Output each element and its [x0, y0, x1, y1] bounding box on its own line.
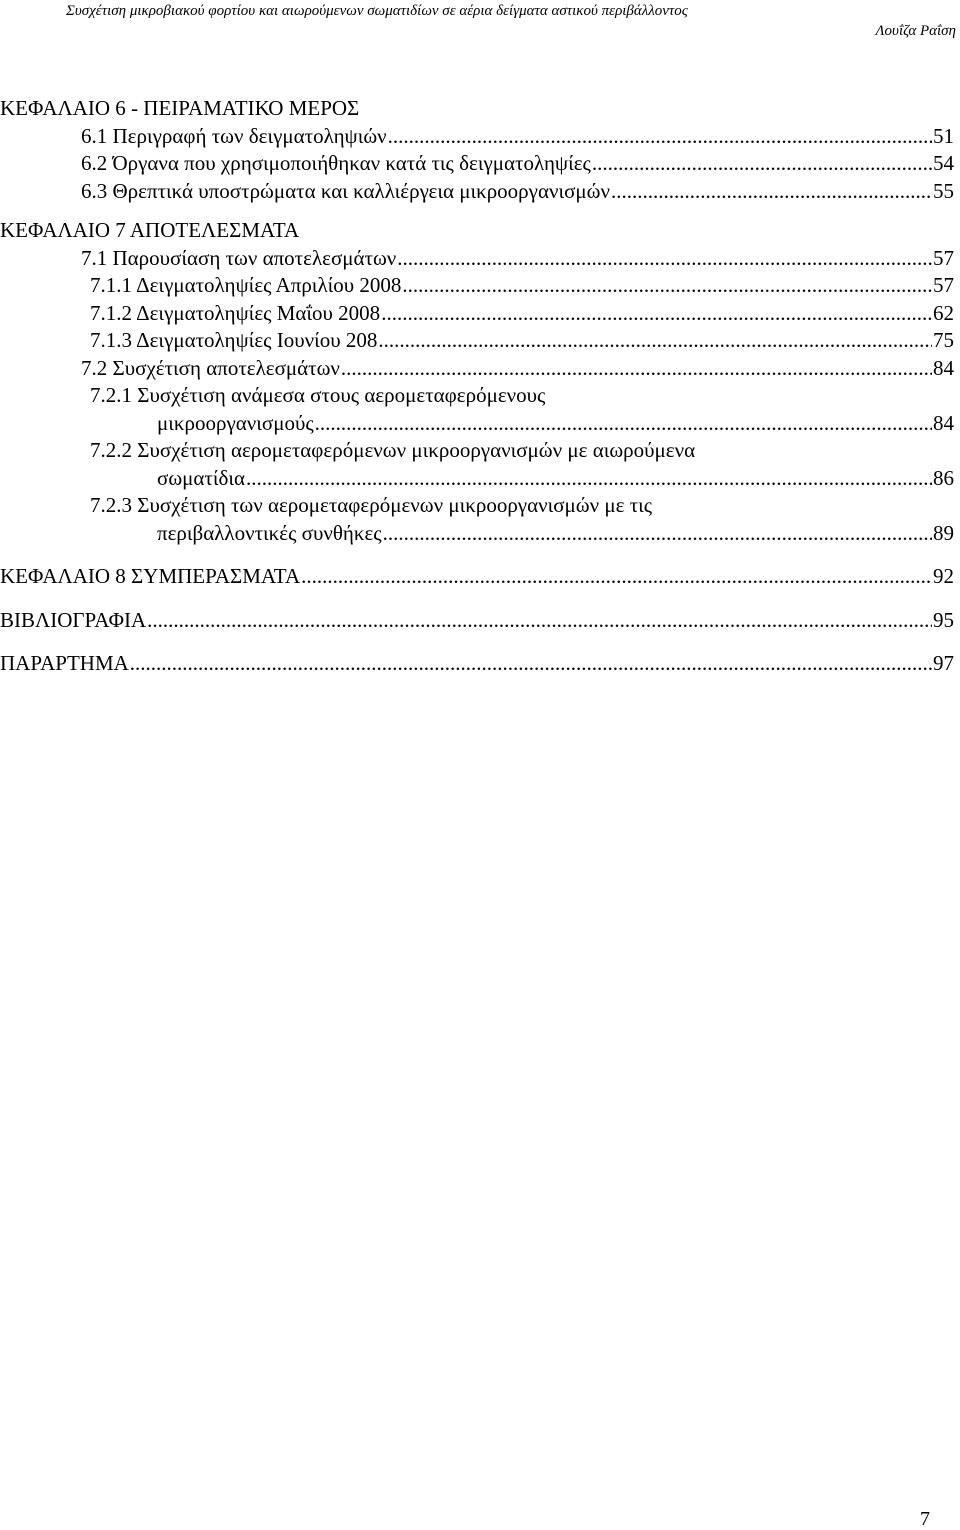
page-number: 7: [920, 1508, 930, 1530]
dot-leader: [592, 150, 932, 178]
dot-leader: [130, 650, 932, 678]
toc-entry-chapter-8[interactable]: [0, 563, 954, 591]
toc-entry-label: 6.1 Περιγραφή των δειγματοληψιών: [81, 123, 387, 148]
toc-entry-7-2-1[interactable]: [0, 410, 954, 438]
toc-entry-label: 7.1.2 Δειγματοληψίες Μαΐου 2008: [90, 300, 381, 325]
toc-entry-7-2-2[interactable]: [0, 465, 954, 493]
toc-entry-7-2[interactable]: [0, 355, 954, 383]
toc-entry-6-2[interactable]: [0, 150, 954, 178]
dot-leader: [315, 410, 932, 438]
dot-leader: [381, 300, 932, 328]
toc-entry-7-1-3[interactable]: [0, 327, 954, 355]
toc-entry-7-1-1[interactable]: [0, 272, 954, 300]
toc-page-number: 97: [933, 651, 954, 675]
dot-leader: [341, 355, 932, 383]
toc-entry-label: 7.2 Συσχέτιση αποτελεσμάτων: [81, 355, 340, 380]
toc-page-number: 84: [933, 355, 954, 380]
toc-entry-7-2-1-line1[interactable]: 7.2.1 Συσχέτιση ανάμεσα στους αερομεταφερόμενους: [90, 383, 546, 407]
dot-leader: [383, 520, 932, 548]
table-of-contents: [0, 95, 954, 678]
toc-page-number: 54: [933, 151, 954, 175]
toc-page-number: 84: [933, 410, 954, 435]
dot-leader: [402, 272, 932, 300]
toc-entry-label: 7.1 Παρουσίαση των αποτελεσμάτων: [81, 245, 397, 270]
toc-page-number: 86: [933, 465, 954, 490]
dot-leader: [397, 245, 932, 273]
running-header-author: Λουΐζα Ραΐση: [875, 23, 956, 39]
toc-entry-7-2-3[interactable]: [0, 520, 954, 548]
toc-page-number: 55: [933, 178, 954, 203]
toc-entry-label: ΒΙΒΛΙΟΓΡΑΦΙΑ: [0, 607, 147, 632]
toc-entry-appendix[interactable]: [0, 650, 954, 678]
toc-entry-label: σωματίδια: [157, 465, 246, 490]
toc-entry-6-3[interactable]: [0, 178, 954, 206]
dot-leader: [147, 607, 932, 635]
toc-entry-7-1-2[interactable]: [0, 300, 954, 328]
dot-leader: [378, 327, 932, 355]
toc-page-number: 51: [933, 123, 954, 148]
dot-leader: [246, 465, 932, 493]
toc-page-number: 75: [933, 328, 954, 352]
toc-page-number: 89: [933, 520, 954, 545]
toc-page-number: 95: [933, 607, 954, 632]
toc-entry-label: 7.1.1 Δειγματοληψίες Απριλίου 2008: [90, 273, 402, 297]
dot-leader: [301, 563, 932, 591]
toc-entry-7-2-2-line1[interactable]: 7.2.2 Συσχέτιση αερομεταφερόμενων μικροοργανισμών με αιωρούμενα: [90, 438, 696, 462]
toc-entry-label: περιβαλλοντικές συνθήκες: [157, 520, 382, 545]
toc-entry-6-1[interactable]: [0, 123, 954, 151]
dot-leader: [611, 178, 932, 206]
toc-page-number: 62: [933, 300, 954, 325]
toc-entry-label: ΚΕΦΑΛΑΙΟ 8 ΣΥΜΠΕΡΑΣΜΑΤΑ: [0, 564, 301, 588]
toc-entry-label: 6.2 Όργανα που χρησιμοποιήθηκαν κατά τις δειγματοληψίες: [81, 151, 591, 175]
toc-page-number: 92: [933, 564, 954, 588]
dot-leader: [388, 123, 932, 151]
toc-entry-label: ΠΑΡΑΡΤΗΜΑ: [0, 651, 129, 675]
toc-entry-7-1[interactable]: [0, 245, 954, 273]
toc-page-number: 57: [933, 245, 954, 270]
running-header-title: Συσχέτιση μικροβιακού φορτίου και αιωρούμενων σωματιδίων σε αέρια δείγματα αστικού περιβάλλοντος: [66, 3, 688, 19]
chapter-7-heading: ΚΕΦΑΛΑΙΟ 7 ΑΠΟΤΕΛΕΣΜΑΤΑ: [0, 218, 300, 242]
toc-entry-label: 7.1.3 Δειγματοληψίες Ιουνίου 208: [90, 328, 378, 352]
chapter-6-heading: ΚΕΦΑΛΑΙΟ 6 - ΠΕΙΡΑΜΑΤΙΚΟ ΜΕΡΟΣ: [0, 96, 360, 120]
toc-entry-label: 6.3 Θρεπτικά υποστρώματα και καλλιέργεια μικροοργανισμών: [81, 178, 610, 203]
toc-page-number: 57: [933, 273, 954, 297]
toc-entry-7-2-3-line1[interactable]: 7.2.3 Συσχέτιση των αερομεταφερόμενων μικροοργανισμών με τις: [90, 493, 653, 517]
toc-entry-bibliography[interactable]: [0, 607, 954, 635]
toc-entry-label: μικροοργανισμούς: [157, 410, 314, 435]
